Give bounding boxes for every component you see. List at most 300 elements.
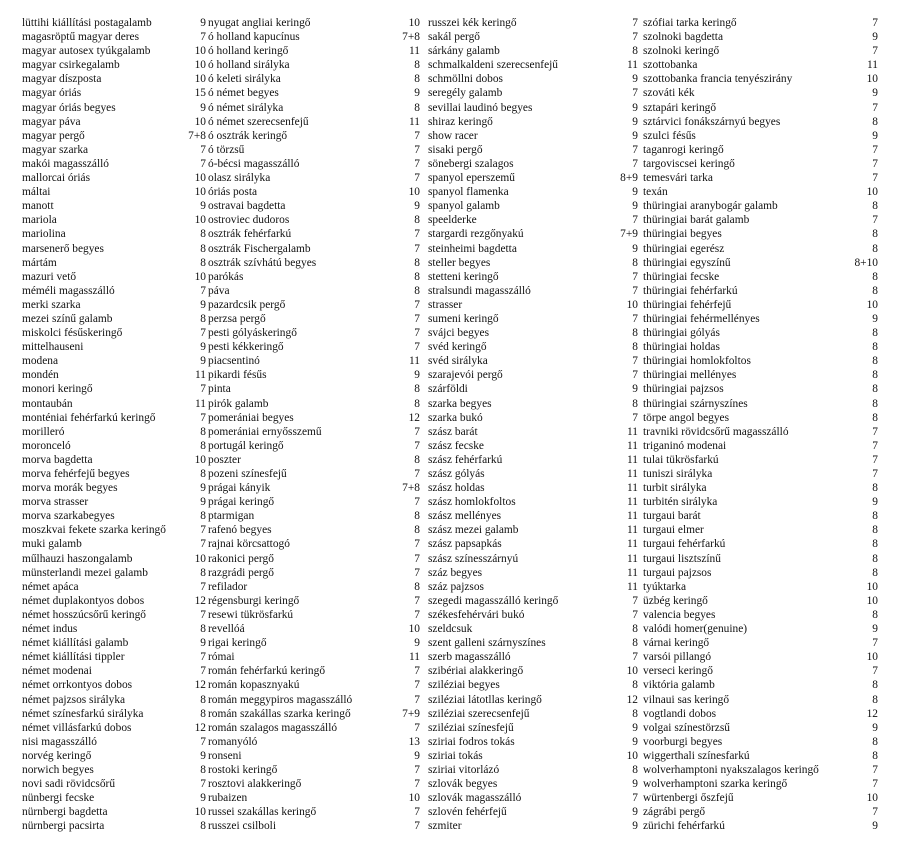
category-number: 8 [632,397,638,410]
breed-name: szolnoki keringő [643,45,720,58]
list-item [428,678,644,692]
breed-name: volgai színestörzsű [643,721,730,734]
breed-name: ostravai bagdetta [208,200,286,213]
breed-name: shiraz keringő [428,115,493,128]
list-item [22,678,212,692]
list-item [643,735,878,749]
list-item [208,326,426,340]
breed-name: wiggerthali színesfarkú [643,749,750,762]
breed-name: thüringiai mellényes [643,369,737,382]
category-number: 9 [414,637,420,650]
category-number: 7 [872,214,878,227]
category-number: 7 [414,341,420,354]
breed-name: modena [22,355,59,368]
category-number: 7 [414,143,420,156]
category-number: 8 [414,256,420,269]
category-number: 7 [414,721,420,734]
category-number: 10 [194,73,206,86]
category-number: 11 [627,510,638,523]
list-item [428,368,644,382]
category-number: 10 [194,115,206,128]
list-item [22,58,212,72]
category-number: 7 [200,327,206,340]
category-number: 7 [632,270,638,283]
category-number: 7 [632,411,638,424]
breed-name: német modenai [22,665,92,678]
breed-name: viktória galamb [643,679,715,692]
category-number: 12 [194,594,206,607]
breed-name: szász színesszárnyú [428,552,519,565]
list-item [22,101,212,115]
list-item [643,16,878,30]
breed-name: pazardcsik pergő [208,298,286,311]
breed-name: osztrák Fischergalamb [208,242,311,255]
category-number: 7 [200,284,206,297]
breed-name: magyar pergő [22,129,85,142]
category-number: 8 [872,270,878,283]
category-number: 8 [200,510,206,523]
category-number: 9 [632,73,638,86]
category-number: 7 [872,143,878,156]
breed-name: vilnaui sas keringő [643,693,730,706]
category-number: 8 [200,707,206,720]
list-item [643,143,878,157]
breed-name: wolverhamptoni szarka keringő [643,778,788,791]
category-number: 8 [872,552,878,565]
list-item [643,650,878,664]
category-number: 9 [632,806,638,819]
category-number: 8 [414,453,420,466]
category-number: 7 [200,608,206,621]
breed-name: szottobanka [643,59,698,72]
category-number: 7 [414,129,420,142]
list-item [208,157,426,171]
breed-name: thüringiai fehérmellényes [643,312,760,325]
category-number: 8 [414,214,420,227]
breed-name: szász holdas [428,482,485,495]
breed-name: moszkvai fekete szarka keringő [22,524,166,537]
list-item [208,171,426,185]
breed-name: méméli magasszálló [22,284,115,297]
category-number: 9 [414,749,420,762]
breed-name: morva szarkabegyes [22,510,115,523]
list-item [428,636,644,650]
list-item [208,382,426,396]
category-number: 7 [872,172,878,185]
category-number: 8 [872,200,878,213]
breed-name: manott [22,200,54,213]
breed-name: sziléziai szerecsenfejű [428,707,530,720]
breed-name: makói magasszálló [22,157,109,170]
breed-name: sárkány galamb [428,45,500,58]
breed-name: stetteni keringő [428,270,499,283]
breed-name: üzbég keringő [643,594,708,607]
list-item [208,298,426,312]
breed-name: thüringiai pajzsos [643,383,724,396]
category-number: 12 [626,693,638,706]
list-item [208,213,426,227]
breed-name: sziléziai színesfejű [428,721,514,734]
category-number: 7 [200,665,206,678]
breed-name: ó keleti sirályka [208,73,281,86]
category-number: 8 [872,735,878,748]
breed-name: thüringiai egerész [643,242,725,255]
list-item [643,129,878,143]
list-item [22,707,212,721]
list-item [643,312,878,326]
category-number: 8 [200,425,206,438]
category-number: 11 [409,115,420,128]
breed-name: zürichi fehérfarkú [643,820,725,833]
category-number: 12 [866,707,878,720]
category-number: 8 [414,101,420,114]
list-item [428,664,644,678]
breed-name: sevillai laudinó begyes [428,101,533,114]
breed-name: német kiállítási galamb [22,637,129,650]
list-item [643,256,878,270]
list-item [643,664,878,678]
breed-name: russei szakállas keringő [208,806,317,819]
category-number: 9 [632,242,638,255]
category-number: 10 [194,59,206,72]
list-item [22,650,212,664]
category-number: 11 [627,425,638,438]
list-item [22,256,212,270]
breed-name: morva morák begyes [22,482,118,495]
breed-name: ó törzsű [208,143,245,156]
breed-name: pirók galamb [208,397,269,410]
list-item [208,594,426,608]
breed-name: perzsa pergő [208,312,266,325]
category-number: 8 [632,707,638,720]
breed-name: valódi homer(genuine) [643,623,748,636]
list-item [643,749,878,763]
breed-name: marsenerő begyes [22,242,104,255]
category-number: 9 [872,623,878,636]
list-item [22,368,212,382]
breed-name: német pajzsos sirályka [22,693,126,706]
breed-name: szász fehérfarkú [428,453,503,466]
list-item [208,354,426,368]
breed-name: strasser [428,298,463,311]
breed-name: vogtlandi dobos [643,707,717,720]
list-item [22,777,212,791]
breed-name: svéd sirályka [428,355,488,368]
category-number: 8 [872,608,878,621]
category-number: 7 [414,566,420,579]
category-number: 8 [872,693,878,706]
category-number: 8 [414,73,420,86]
category-number: 7 [872,425,878,438]
list-item [22,566,212,580]
list-item [643,509,878,523]
breed-name: thüringiai barát galamb [643,214,750,227]
list-item [428,439,644,453]
breed-name: prágai kányik [208,482,271,495]
breed-name: piacsentinó [208,355,260,368]
list-item [428,721,644,735]
category-number: 8 [872,679,878,692]
list-item [208,749,426,763]
list-item [643,354,878,368]
list-item [208,707,426,721]
breed-name: sisaki pergő [428,143,483,156]
category-number: 7 [414,312,420,325]
list-item [208,425,426,439]
breed-name: taganrogi keringő [643,143,724,156]
list-item [22,805,212,819]
list-item [22,664,212,678]
category-number: 12 [194,721,206,734]
breed-name: morilleró [22,425,65,438]
category-number: 11 [627,482,638,495]
category-number: 8 [414,580,420,593]
breed-name: pinta [208,383,231,396]
breed-name: ptarmigan [208,510,255,523]
breed-name: nürnbergi bagdetta [22,806,108,819]
list-column-2 [208,16,426,833]
list-item [22,453,212,467]
category-number: 13 [408,735,420,748]
category-number: 11 [409,651,420,664]
category-number: 7 [632,312,638,325]
category-number: 7 [414,820,420,833]
list-item [643,44,878,58]
breed-name: székesfehérvári bukó [428,608,525,621]
category-number: 8 [414,383,420,396]
breed-name: szlovák begyes [428,778,498,791]
breed-name: russzei csilboli [208,820,277,833]
category-number: 11 [867,59,878,72]
category-number: 11 [627,580,638,593]
list-item [208,481,426,495]
breed-name: spanyol eperszemű [428,172,515,185]
breed-name: steinheimi bagdetta [428,242,517,255]
list-item [208,129,426,143]
breed-name: thüringiai aranybogár galamb [643,200,778,213]
list-item [208,44,426,58]
category-number: 9 [414,200,420,213]
list-item [643,298,878,312]
list-item [208,467,426,481]
list-item [22,749,212,763]
category-number: 7 [414,439,420,452]
list-item [428,805,644,819]
list-item [208,58,426,72]
list-item [428,171,644,185]
list-item [428,425,644,439]
breed-name: stralsundi magasszálló [428,284,531,297]
list-item [208,608,426,622]
category-number: 7 [632,17,638,29]
category-number: 7 [632,284,638,297]
list-item [208,523,426,537]
list-item [208,312,426,326]
list-item [208,270,426,284]
breed-name: texán [643,186,668,199]
list-item [22,791,212,805]
breed-name: thüringiai begyes [643,228,722,241]
category-number: 8 [414,510,420,523]
breed-name: pozeni színesfejű [208,468,287,480]
list-item [643,693,878,707]
category-number: 7 [872,45,878,58]
list-item [208,509,426,523]
list-item [643,805,878,819]
category-number: 7 [632,355,638,368]
list-item [22,284,212,298]
category-number: 9 [200,200,206,213]
breed-name: szarajevói pergő [428,369,503,382]
list-item [428,199,644,213]
list-item [208,242,426,256]
breed-name: refilador [208,580,248,593]
category-number: 10 [866,73,878,86]
breed-name: szulci fésűs [643,129,696,142]
breed-name: verseci keringő [643,665,713,678]
list-item [428,791,644,805]
list-item [643,425,878,439]
breed-name: magyar óriás begyes [22,101,116,114]
list-item [643,340,878,354]
list-item [643,58,878,72]
breed-name: miskolci fésűskeringő [22,327,123,340]
list-item [22,270,212,284]
category-number: 8 [872,566,878,579]
category-number: 8 [200,693,206,706]
breed-name: szárföldi [428,383,468,396]
category-number: 9 [200,355,206,368]
list-item [643,537,878,551]
category-number: 8 [632,679,638,692]
list-item [428,693,644,707]
list-item [428,227,644,241]
list-item [428,763,644,777]
category-number: 11 [627,552,638,565]
category-number: 7 [872,778,878,791]
category-number: 9 [632,383,638,396]
category-number: 7 [872,637,878,650]
breed-name: rubaizen [208,792,248,805]
list-item [428,143,644,157]
category-number: 9 [872,129,878,142]
category-number: 7 [414,608,420,621]
list-item [428,453,644,467]
list-item [428,340,644,354]
list-item [428,481,644,495]
category-number: 10 [626,298,638,311]
breed-name: prágai keringő [208,496,275,509]
breed-name: voorburgi begyes [643,735,723,748]
breed-name: román szalagos magasszálló [208,721,338,734]
list-item [208,256,426,270]
breed-name: német villásfarkú dobos [22,721,132,734]
category-number: 7 [632,143,638,156]
breed-name: szerb magasszálló [428,651,511,664]
category-number: 9 [872,312,878,325]
category-number: 8 [200,566,206,579]
list-item [428,566,644,580]
category-number: 11 [627,59,638,72]
breed-name: szász mezei galamb [428,524,519,537]
breed-name: revellóá [208,623,245,636]
breed-name: show racer [428,129,478,142]
category-number: 7 [414,327,420,340]
breed-name: ó holland sirályka [208,59,290,72]
list-item [22,636,212,650]
list-item [22,185,212,199]
list-item [428,298,644,312]
category-number: 7 [200,778,206,791]
category-number: 8 [200,312,206,325]
breed-name: turgaui fehérfarkú [643,538,726,551]
breed-name: thüringiai homlokfoltos [643,355,751,368]
breed-name: norwich begyes [22,763,94,776]
list-item [428,115,644,129]
list-item [428,242,644,256]
category-number: 8 [872,242,878,255]
breed-name: román kopasznyakú [208,679,300,692]
breed-name: thüringiai fecske [643,270,720,283]
list-item [22,242,212,256]
category-number: 10 [866,792,878,805]
breed-name: ó osztrák keringő [208,129,288,142]
list-item [22,340,212,354]
breed-name: rostoki keringő [208,763,278,776]
category-number: 9 [414,87,420,100]
category-number: 10 [194,172,206,185]
category-number: 7 [414,228,420,241]
category-number: 7 [200,143,206,156]
category-number: 9 [872,820,878,833]
list-item [22,425,212,439]
list-item [428,129,644,143]
breed-name: triganinó modenai [643,439,727,452]
breed-name: razgrádi pergő [208,566,274,579]
category-number: 7+8 [402,31,420,44]
breed-name: thüringiai fehérfejű [643,298,732,311]
list-item [428,312,644,326]
breed-name: mondén [22,369,59,382]
category-number: 7 [414,298,420,311]
category-number: 7 [414,538,420,551]
category-number: 9 [872,496,878,509]
breed-name: német hosszúcsőrű keringő [22,608,147,621]
category-number: 10 [194,806,206,819]
list-item [208,284,426,298]
list-item [22,608,212,622]
category-number: 7 [632,214,638,227]
breed-name: rosztovi alakkeringő [208,778,302,791]
list-item [208,650,426,664]
breed-name: turbitén sirályka [643,496,718,509]
list-item [643,622,878,636]
breed-name: magyar szarka [22,143,89,156]
breed-name: német színesfarkú sirályka [22,707,144,720]
list-item [208,30,426,44]
breed-name: seregély galamb [428,87,503,100]
breed-name: német orrkontyos dobos [22,679,133,692]
list-item [22,552,212,566]
breed-name: várnai keringő [643,637,710,650]
list-column-4 [643,16,878,833]
breed-name: turgaui barát [643,510,701,523]
list-item [22,312,212,326]
category-number: 8 [632,623,638,636]
list-item [208,495,426,509]
breed-name: sönebergi szalagos [428,157,514,170]
breed-name: száz pajzsos [428,580,484,593]
